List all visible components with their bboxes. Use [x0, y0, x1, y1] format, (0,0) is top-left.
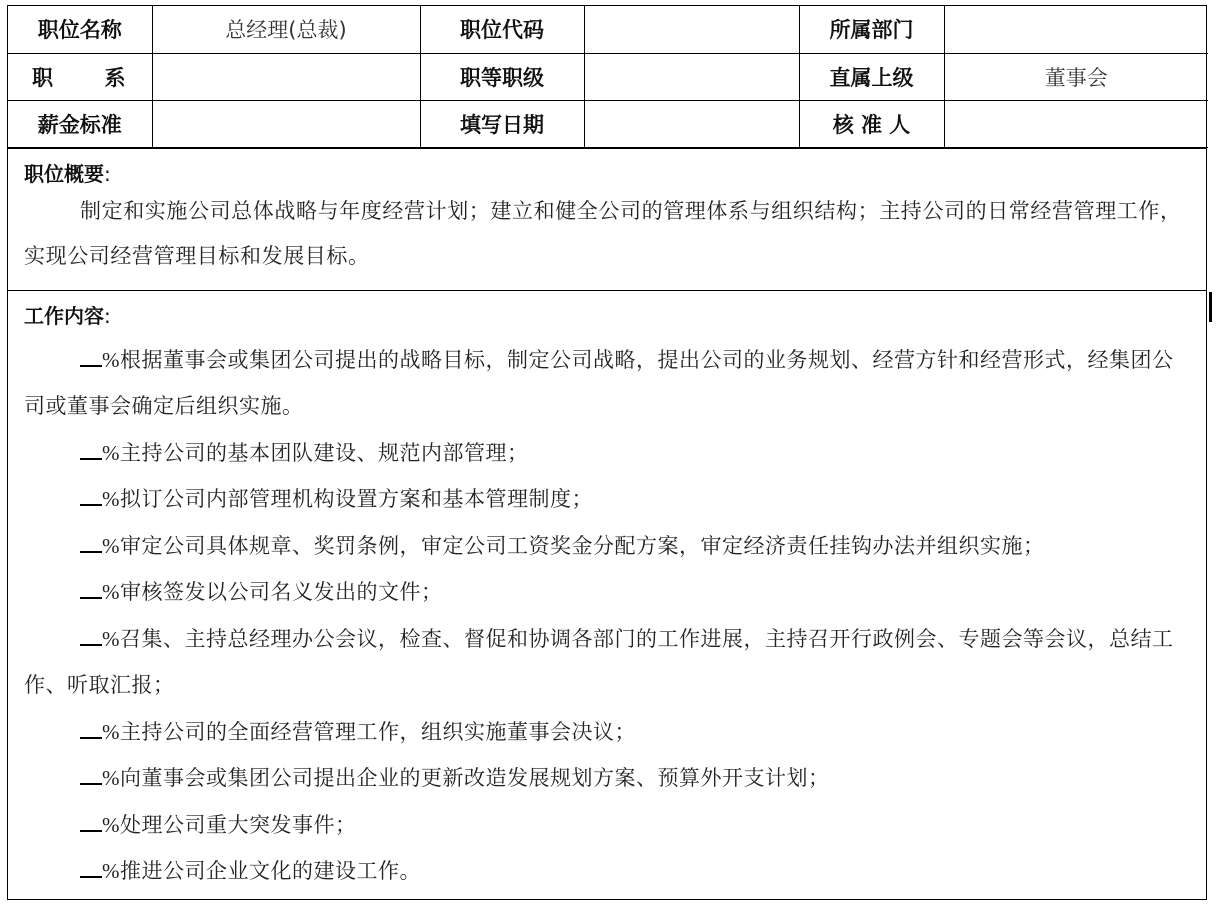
salary-standard-value[interactable]: [152, 100, 420, 147]
duty-text: 主持公司的全面经营管理工作，组织实施董事会决议；: [120, 719, 636, 744]
table-row: [8, 53, 1208, 100]
percent-sign: %: [102, 626, 120, 651]
percent-blank-field[interactable]: [80, 531, 102, 553]
percent-blank-field[interactable]: [80, 763, 102, 785]
list-item: [24, 755, 1192, 802]
duty-text: 处理公司重大突发事件；: [120, 812, 357, 837]
percent-blank-field[interactable]: [80, 624, 102, 646]
grade-level-label: 职等职级: [420, 53, 584, 100]
position-name-value[interactable]: 总经理(总裁): [152, 6, 420, 53]
job-family-label: [8, 53, 152, 100]
position-name-label: 职位名称: [8, 6, 152, 53]
approver-value[interactable]: [944, 100, 1208, 147]
list-item: [24, 337, 1192, 430]
fill-date-label: 填写日期: [420, 100, 584, 147]
percent-blank-field[interactable]: [80, 345, 102, 367]
percent-sign: %: [102, 533, 120, 558]
percent-sign: %: [102, 347, 120, 372]
colon: :: [104, 161, 111, 186]
job-family-label-part2: 系: [104, 65, 126, 90]
position-summary-section: [8, 148, 1206, 290]
table-row: [8, 100, 1208, 147]
job-duties-title: [24, 301, 1192, 331]
percent-blank-field[interactable]: [80, 438, 102, 460]
duty-text: 根据董事会或集团公司提出的战略目标，制定公司战略，提出公司的业务规划、经营方针和经营形式，经集团公司或董事会确定后组织实施。: [24, 347, 1174, 418]
duty-text: 拟订公司内部管理机构设置方案和基本管理制度；: [120, 487, 593, 511]
percent-blank-field[interactable]: [80, 484, 102, 506]
direct-superior-label: 直属上级: [799, 53, 944, 100]
job-family-value[interactable]: [152, 53, 420, 100]
direct-superior-value[interactable]: 董事会: [944, 53, 1208, 100]
job-duties-title-text: 工作内容: [24, 303, 104, 328]
duty-list: [24, 337, 1192, 895]
duty-text: 向董事会或集团公司提出企业的更新改造发展规划方案、预算外开支计划；: [120, 766, 830, 790]
text-cursor-marker: [1209, 292, 1212, 322]
duty-text: 审核签发以公司名义发出的文件；: [120, 580, 443, 604]
percent-sign: %: [102, 719, 120, 744]
job-duties-section: [8, 290, 1206, 899]
position-code-value[interactable]: [584, 6, 799, 53]
percent-blank-field[interactable]: [80, 856, 102, 878]
list-item: [24, 848, 1192, 895]
percent-sign: %: [102, 440, 120, 465]
list-item: [24, 802, 1192, 849]
percent-blank-field[interactable]: [80, 577, 102, 599]
position-summary-text: 制定和实施公司总体战略与年度经营计划；建立和健全公司的管理体系与组织结构；主持公司的日常经营管理工作，实现公司经营管理目标和发展目标。: [24, 198, 1182, 268]
list-item: [24, 430, 1192, 477]
position-summary-title-text: 职位概要: [24, 161, 104, 186]
position-info-table: [8, 6, 1208, 148]
list-item: [24, 569, 1192, 616]
job-description-form: [7, 5, 1207, 900]
list-item: [24, 616, 1192, 709]
percent-blank-field[interactable]: [80, 717, 102, 739]
percent-blank-field[interactable]: [80, 810, 102, 832]
list-item: [24, 523, 1192, 570]
position-code-label: 职位代码: [420, 6, 584, 53]
salary-standard-label: 薪金标准: [8, 100, 152, 147]
percent-sign: %: [102, 580, 120, 604]
duty-text: 审定公司具体规章、奖罚条例，审定公司工资奖金分配方案，审定经济责任挂钩办法并组织实施；: [120, 533, 1045, 558]
percent-sign: %: [102, 859, 120, 883]
position-summary-title: [24, 159, 1192, 189]
job-family-label-part1: 职: [32, 65, 53, 90]
department-value[interactable]: [944, 6, 1208, 53]
fill-date-value[interactable]: [584, 100, 799, 147]
department-label: 所属部门: [799, 6, 944, 53]
percent-sign: %: [102, 487, 120, 511]
list-item: [24, 476, 1192, 523]
percent-sign: %: [102, 766, 120, 790]
duty-text: 召集、主持总经理办公会议，检查、督促和协调各部门的工作进展，主持召开行政例会、专题会等会议，总结工作、听取汇报；: [24, 626, 1174, 697]
table-row: [8, 6, 1208, 53]
grade-level-value[interactable]: [584, 53, 799, 100]
colon: :: [104, 303, 111, 328]
percent-sign: %: [102, 812, 120, 837]
list-item: [24, 709, 1192, 756]
duty-text: 推进公司企业文化的建设工作。: [120, 859, 421, 883]
approver-label: 核 准 人: [799, 100, 944, 147]
duty-text: 主持公司的基本团队建设、规范内部管理；: [120, 440, 529, 465]
